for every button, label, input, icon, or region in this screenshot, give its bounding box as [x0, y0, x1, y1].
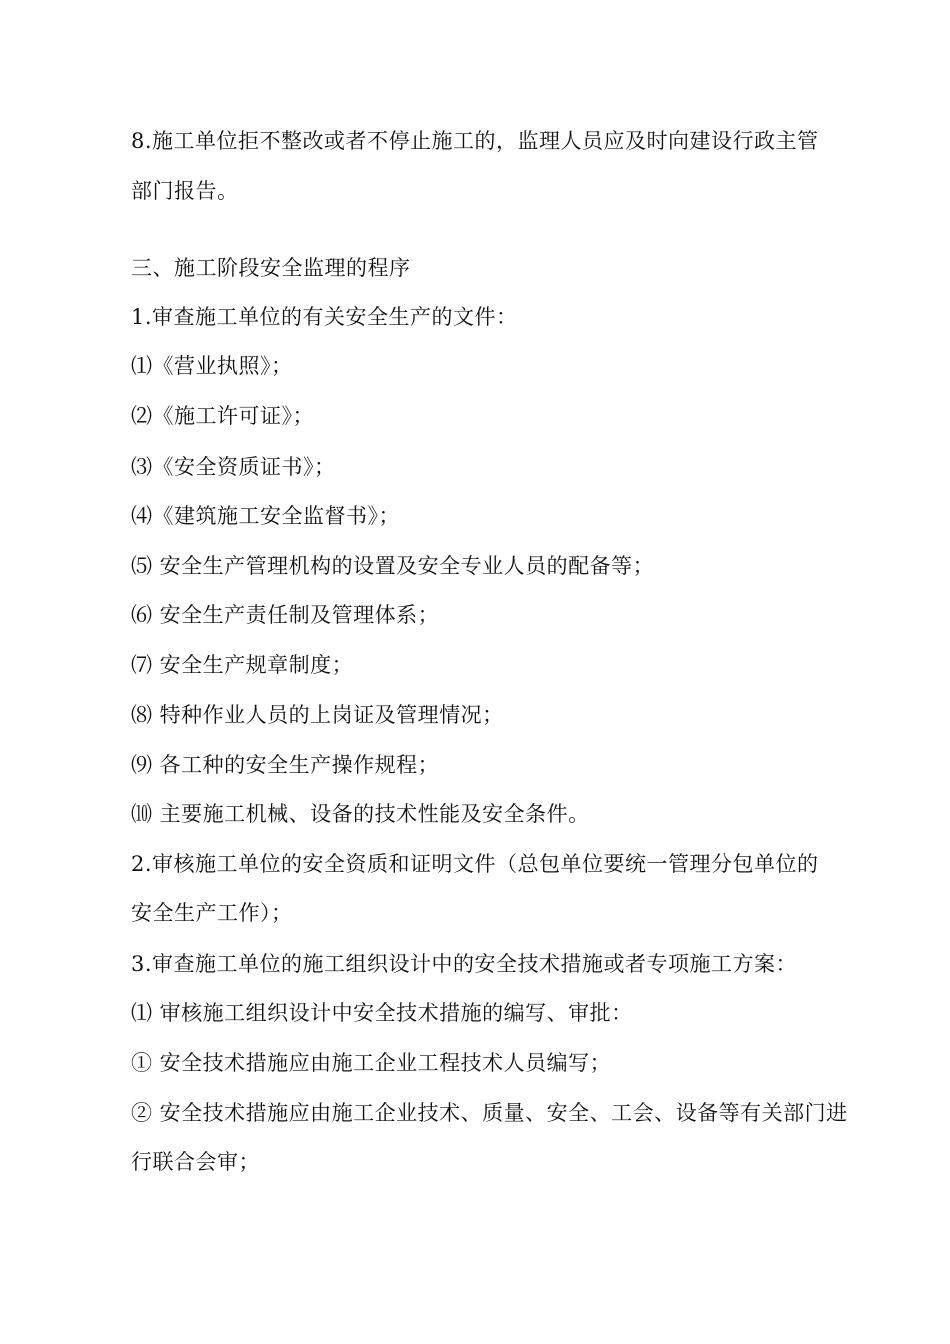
sub-item-10: ⑽ 主要施工机械、设备的技术性能及安全条件。: [131, 802, 590, 826]
item-1-heading: 1.审查施工单位的有关安全生产的文件：: [131, 305, 518, 329]
item-3-heading: 3.审查施工单位的施工组织设计中的安全技术措施或者专项施工方案：: [131, 952, 798, 976]
item-3-sub-1: ⑴ 审核施工组织设计中安全技术措施的编写、审批：: [131, 1001, 633, 1025]
item-3-point-1: ① 安全技术措施应由施工企业工程技术人员编写；: [131, 1051, 612, 1075]
sub-item-1: ⑴《营业执照》；: [131, 354, 293, 378]
item-3-point-2-cont: 行联合会审；: [131, 1150, 260, 1174]
item-3-point-2: ② 安全技术措施应由施工企业技术、质量、安全、工会、设备等有关部门进: [131, 1101, 848, 1125]
sub-item-3: ⑶《安全资质证书》；: [131, 455, 336, 479]
section-heading: 三、施工阶段安全监理的程序: [131, 256, 411, 280]
paragraph-line-8-report-cont: 部门报告。: [131, 179, 239, 203]
sub-item-9: ⑼ 各工种的安全生产操作规程；: [131, 753, 440, 777]
sub-item-8: ⑻ 特种作业人员的上岗证及管理情况；: [131, 703, 504, 727]
item-2-heading: 2.审核施工单位的安全资质和证明文件（总包单位要统一管理分包单位的: [131, 852, 819, 876]
sub-item-5: ⑸ 安全生产管理机构的设置及安全专业人员的配备等；: [131, 554, 655, 578]
sub-item-4: ⑷《建筑施工安全监督书》；: [131, 504, 400, 528]
sub-item-6: ⑹ 安全生产责任制及管理体系；: [131, 603, 440, 627]
item-2-heading-cont: 安全生产工作）；: [131, 901, 293, 925]
sub-item-7: ⑺ 安全生产规章制度；: [131, 653, 354, 677]
paragraph-line-8-report: 8.施工单位拒不整改或者不停止施工的，监理人员应及时向建设行政主管: [131, 129, 819, 153]
sub-item-2: ⑵《施工许可证》；: [131, 404, 314, 428]
